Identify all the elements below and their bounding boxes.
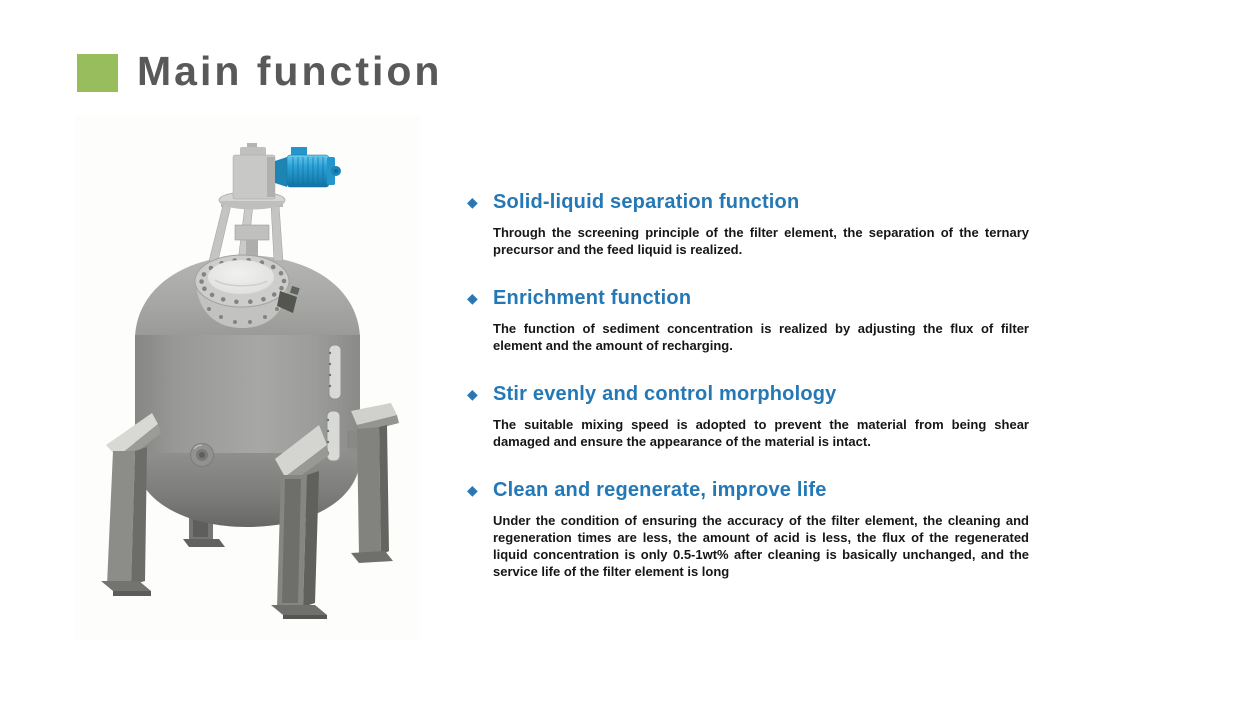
reactor-vessel-graphic: [75, 115, 420, 640]
page-title: Main function: [137, 47, 443, 94]
feature-heading: Enrichment function: [493, 287, 692, 309]
lantern-stand: [209, 201, 283, 262]
feature-heading: Clean and regenerate, improve life: [493, 479, 827, 501]
gearbox: [233, 143, 275, 199]
diamond-bullet-icon: ◆: [467, 290, 478, 306]
feature-description: Under the condition of ensuring the accuracy of the filter element, the cleaning and regeneration times are less, the amount of acid is less, the flux of the regenerated liquid concentration is only 0.5-1wt% after cleaning is basically unchanged, and the service life of the filter element is long: [493, 513, 1029, 579]
feature-description: The function of sediment concentration is realized by adjusting the flux of filter element and the amount of recharging.: [493, 321, 1029, 353]
front-nozzle: [191, 444, 214, 467]
diamond-bullet-icon: ◆: [467, 386, 478, 402]
sight-glass-upper: [329, 345, 341, 399]
diamond-bullet-icon: ◆: [467, 482, 478, 498]
right-leg: [351, 403, 399, 563]
sight-glass-lower: [327, 411, 340, 461]
vessel-dish-bottom: [135, 453, 360, 527]
green-square-bullet: [77, 54, 118, 92]
feature-heading: Stir evenly and control morphology: [493, 383, 837, 405]
feature-stir-evenly: [467, 382, 1029, 450]
feature-enrichment: [467, 286, 1029, 354]
reactor-vessel-illustration: [75, 115, 420, 640]
feature-heading: Solid-liquid separation function: [493, 191, 800, 213]
feature-description: The suitable mixing speed is adopted to prevent the material from being shear damaged and ensure the appearance of the material is intact.: [493, 417, 1029, 449]
feature-clean-regenerate: [467, 478, 1029, 580]
feature-description: Through the screening principle of the filter element, the separation of the ternary precursor and the feed liquid is realized.: [493, 225, 1029, 257]
feature-list: [467, 190, 1029, 608]
diamond-bullet-icon: ◆: [467, 194, 478, 210]
agitator-motor: [275, 147, 341, 187]
feature-solid-liquid-separation: [467, 190, 1029, 258]
title-block: [77, 47, 443, 94]
